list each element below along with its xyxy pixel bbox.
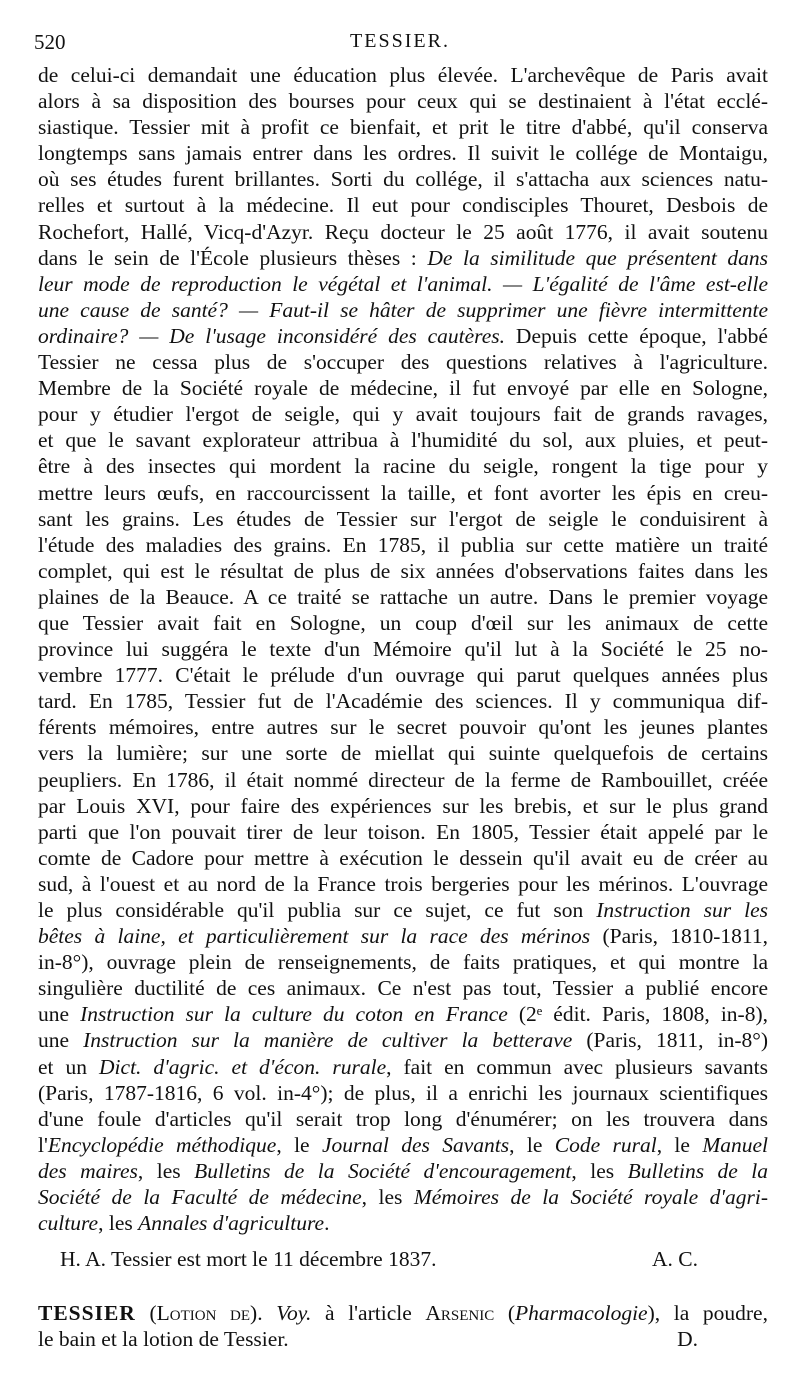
text-line: complet, qui est le résultat de plus de six années d'observations faites dans les — [38, 558, 768, 583]
text-span: , fait en commun avec plusieurs savants — [386, 1054, 768, 1079]
text-line: plaines de la Beauce. A ce traité se rattache un autre. Dans le premier voyage — [38, 584, 768, 609]
work-title: Annales d'agriculture — [138, 1211, 325, 1236]
text-span: le bain et la lotion de Tessier. — [38, 1327, 289, 1352]
text-line: l'étude des maladies des grains. En 1785, il publia sur cette matière un traité — [38, 532, 768, 557]
text-span: (Paris, 1810-1811, — [590, 924, 769, 949]
author-signature: A. C. — [652, 1247, 698, 1272]
work-title: Encyclopédie méthodique — [47, 1132, 277, 1157]
cross-reference-article: Arsenic — [425, 1301, 495, 1326]
text-span: le plus considérable qu'il publia sur ce sujet, ce fut son — [38, 898, 597, 922]
text-span: , le — [656, 1132, 703, 1157]
text-line — [38, 1001, 768, 1027]
work-title: bêtes à laine, et particulièrement sur la race des mérinos — [38, 924, 591, 949]
text-line — [38, 1132, 768, 1158]
text-line — [38, 297, 768, 323]
text-span: et un — [38, 1054, 100, 1079]
text-line: province lui suggéra le texte d'un Mémoire qu'il lut à la Société le 25 no- — [38, 637, 768, 662]
text-span: , les — [571, 1158, 628, 1183]
text-span: dans le sein de l'École plusieurs thèses : — [38, 245, 428, 270]
work-title: Instruction sur la manière de cultiver la betterave — [83, 1028, 573, 1053]
text-line: sant les grains. Les études de Tessier sur l'ergot de seigle le conduisirent à — [38, 506, 768, 531]
text-line: par Louis XVI, pour faire des expériences sur les brebis, et sur le plus grand — [38, 793, 768, 818]
text-line — [38, 1158, 768, 1184]
text-line: Membre de la Société royale de médecine, il fut envoyé par elle en Sologne, — [38, 376, 768, 401]
text-span: (2ᵉ édit. Paris, 1808, in-8), — [507, 1002, 768, 1027]
thesis-title: une cause de santé? — Faut-il se hâter de supprimer une fièvre intermittente — [38, 297, 768, 322]
work-title: Journal des Savants — [321, 1132, 510, 1157]
entry-subtitle: Lotion de — [156, 1301, 251, 1326]
text-line: tard. En 1785, Tessier fut de l'Académie des sciences. Il y communiqua dif- — [38, 689, 768, 714]
text-line — [38, 923, 768, 949]
thesis-title: leur mode de reproduction le végétal et l'animal. — L'égalité de l'âme est-elle — [38, 271, 768, 296]
text-line: longtemps sans jamais entrer dans les ordres. Il suivit le collége de Montaigu, — [38, 141, 768, 166]
cross-reference-section: Pharmacologie — [515, 1301, 648, 1326]
text-span: , le — [509, 1132, 555, 1157]
text-line: où ses études furent brillantes. Sorti du collége, il s'attacha aux sciences natu- — [38, 167, 768, 192]
text-line: Tessier ne cessa plus de s'occuper des questions relatives à l'agriculture. — [38, 350, 768, 375]
cross-reference-voy: Voy. — [276, 1301, 312, 1326]
text-line: singulière ductilité de ces animaux. Ce n'est pas tout, Tessier a publié encore — [38, 976, 768, 1001]
text-line: relles et surtout à la médecine. Il eut pour condisciples Thouret, Desbois de — [38, 193, 768, 218]
text-span: l' — [38, 1132, 48, 1157]
text-span: Depuis cette époque, l'abbé — [505, 323, 768, 348]
work-title: Société de la Faculté de médecine — [38, 1185, 362, 1210]
work-title: Bulletins de la Société d'encouragement — [194, 1158, 572, 1183]
text-span: à l'article — [311, 1301, 426, 1326]
work-title: Mémoires de la Société royale d'agri- — [413, 1185, 768, 1210]
text-line: que Tessier avait fait en Sologne, un coup d'œil sur les animaux de cette — [38, 610, 768, 635]
text-line: (Paris, 1787-1816, 6 vol. in-4°); de plus, il a enrichi les journaux scientifiques — [38, 1080, 768, 1105]
text-line: de celui-ci demandait une éducation plus élevée. L'archevêque de Paris avait — [38, 63, 768, 87]
text-span: , le — [276, 1132, 322, 1157]
text-line: sud, à l'ouest et au nord de la France trois bergeries pour les mérinos. L'ouvrage — [38, 871, 768, 896]
text-line: mettre leurs œufs, en raccourcissent la taille, et font avorter les épis en creu- — [38, 480, 768, 505]
paragraph-tessier-biography — [38, 62, 768, 1274]
work-title: Bulletins de la — [627, 1158, 769, 1183]
work-title: Instruction sur les — [596, 898, 768, 922]
text-line: in-8°), ouvrage plein de renseignements, de faits pratiques, et qui montre la — [38, 950, 768, 975]
entry-headword: TESSIER — [38, 1301, 136, 1326]
text-span: ). — [250, 1301, 277, 1326]
text-span: , les — [361, 1185, 414, 1210]
thesis-title: ordinaire? — De l'usage inconsidéré des cautères. — [38, 323, 506, 348]
text-line: comte de Cadore pour mettre à exécution le dessein qu'il avait eu de créer au — [38, 845, 768, 870]
text-line — [38, 245, 768, 271]
work-title: culture — [38, 1211, 99, 1236]
running-head: TESSIER. — [350, 30, 450, 52]
text-line: peupliers. En 1786, il était nommé directeur de la ferme de Rambouillet, créée — [38, 767, 768, 792]
text-span: une — [38, 1002, 81, 1027]
death-statement: H. A. Tessier est mort le 11 décembre 1837. — [60, 1247, 437, 1272]
text-line: vembre 1777. C'était le prélude d'un ouvrage qui parut quelques années plus — [38, 663, 768, 688]
text-line: férents mémoires, entre autres sur le secret pouvoir qu'ont les jeunes plantes — [38, 715, 768, 740]
text-line: pour y étudier l'ergot de seigle, qui y avait toujours fait de grands ravages, — [38, 402, 768, 427]
entry-tessier-lotion — [38, 1300, 768, 1352]
text-line: alors à sa disposition des bourses pour ceux qui se destinaient à l'état ecclé- — [38, 89, 768, 114]
text-line — [38, 271, 768, 297]
text-span: . — [324, 1211, 330, 1236]
text-span: , les — [137, 1158, 195, 1183]
text-line — [38, 323, 768, 349]
text-line: Rochefort, Hallé, Vicq-d'Azyr. Reçu docteur le 25 août 1776, il avait soutenu — [38, 219, 768, 244]
text-line — [38, 1054, 768, 1080]
text-line — [38, 897, 768, 923]
text-span: ( — [135, 1301, 157, 1326]
death-line — [38, 1244, 768, 1274]
text-span: , les — [98, 1211, 139, 1236]
work-title: Code rural — [554, 1132, 657, 1157]
text-line: vers la lumière; sur une sorte de miellat qui suinte quelquefois de certains — [38, 741, 768, 766]
text-span: une — [38, 1028, 84, 1053]
text-line — [38, 1210, 768, 1236]
text-line — [38, 1300, 768, 1326]
page-number: 520 — [34, 30, 66, 54]
work-title: Dict. d'agric. et d'écon. rurale — [99, 1054, 387, 1079]
text-line: d'une foule d'articles qu'il serait trop long d'énumérer; on les trouvera dans — [38, 1106, 768, 1131]
article-body — [38, 62, 768, 1352]
text-line: siastique. Tessier mit à profit ce bienfait, et prit le titre d'abbé, qu'il conserva — [38, 115, 768, 140]
work-title: Manuel — [702, 1132, 768, 1157]
work-title: Instruction sur la culture du coton en France — [80, 1002, 508, 1027]
author-signature: D. — [677, 1327, 698, 1352]
text-span: ), la poudre, — [647, 1301, 768, 1326]
text-line: et que le savant explorateur attribua à l'humidité du sol, aux pluies, et peut- — [38, 428, 768, 453]
text-line — [38, 1326, 768, 1352]
text-line — [38, 1184, 768, 1210]
text-span: ( — [494, 1301, 516, 1326]
work-title: des maires — [38, 1158, 138, 1183]
page-header — [34, 30, 766, 60]
thesis-title: De la similitude que présentent dans — [427, 245, 768, 270]
text-span: (Paris, 1811, in-8°) — [572, 1028, 768, 1053]
text-line — [38, 1027, 768, 1053]
text-line: parti que l'on pouvait tirer de leur toison. En 1805, Tessier était appelé par le — [38, 819, 768, 844]
text-line: être à des insectes qui mordent la racine du seigle, rongent la tige pour y — [38, 454, 768, 479]
